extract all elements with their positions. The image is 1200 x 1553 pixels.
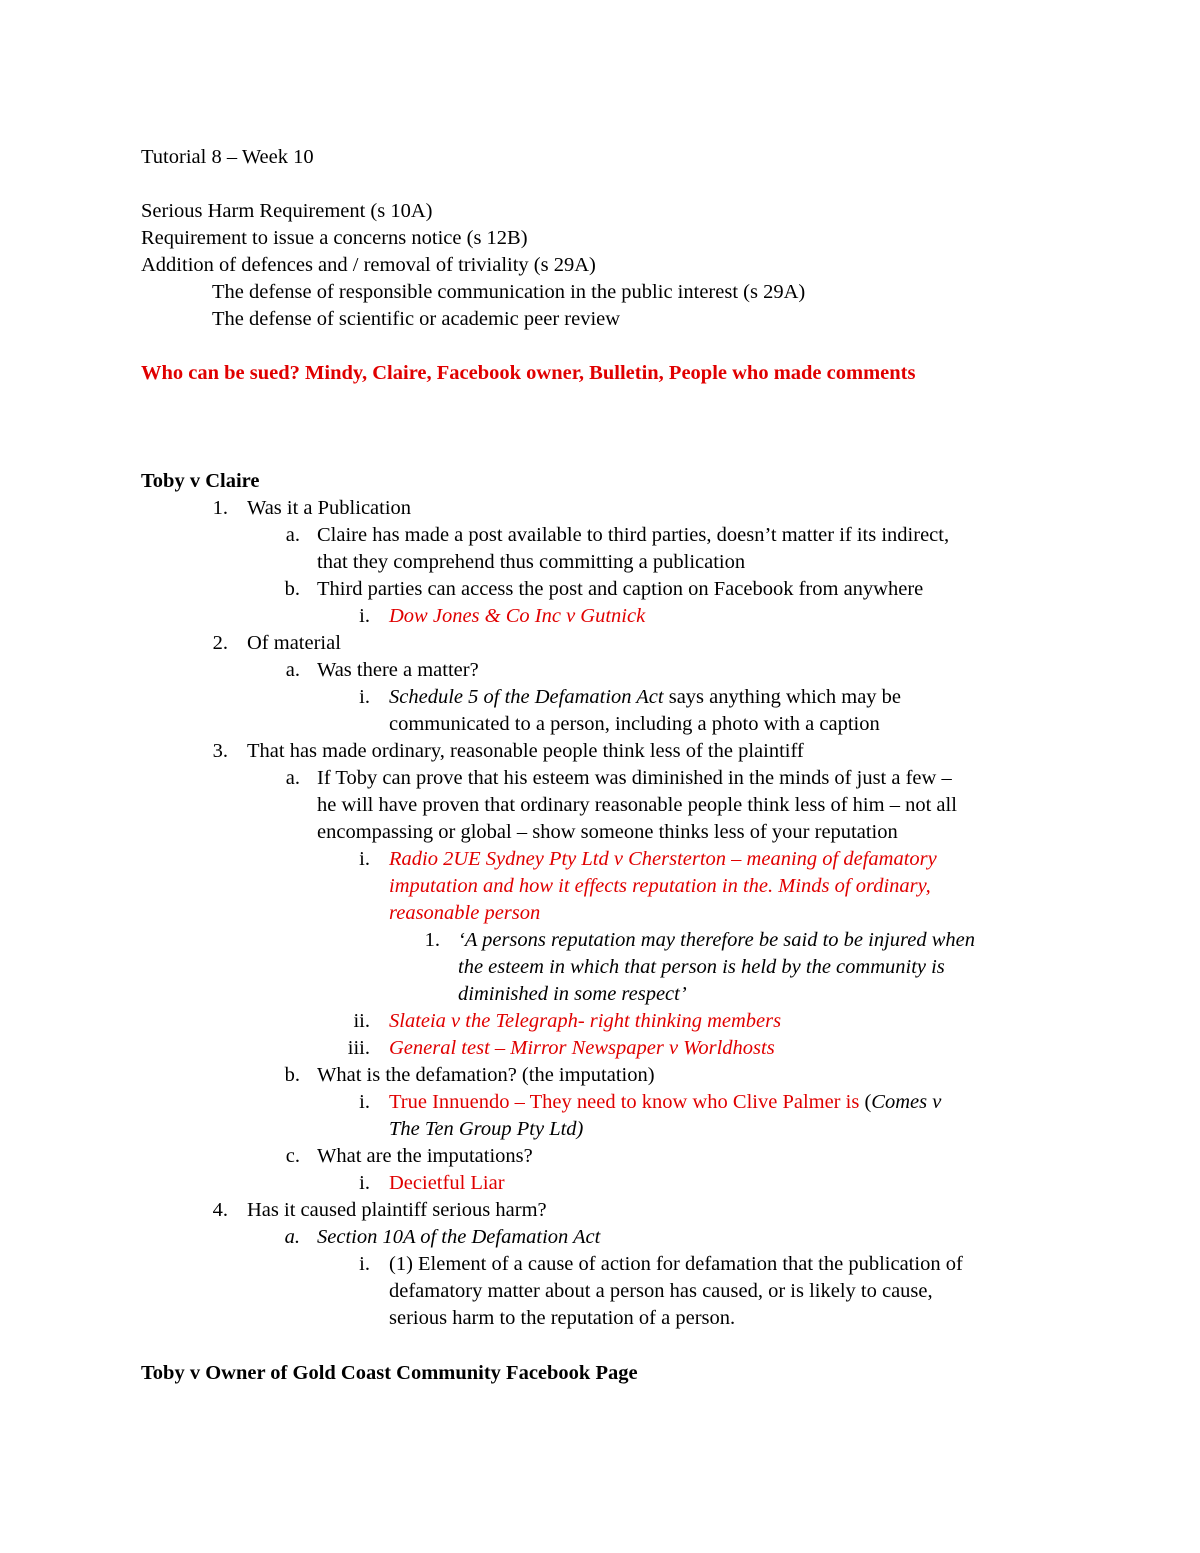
statute-reference: Section 10A of the Defamation Act: [317, 1226, 601, 1248]
list-marker: i.: [359, 1253, 370, 1275]
case-citation: Slateia v the Telegraph- right thinking members: [389, 1010, 782, 1032]
list-marker: i.: [359, 848, 370, 870]
list-item-cont: he will have proven that ordinary reasonable people think less of him – not all: [317, 794, 957, 816]
quote-cont: the esteem in which that person is held by the community is: [458, 956, 945, 978]
list-marker: iii.: [347, 1037, 370, 1059]
requirement-defences: Addition of defences and / removal of triviality (s 29A): [141, 254, 596, 276]
list-item: Third parties can access the post and caption on Facebook from anywhere: [317, 578, 924, 600]
list-marker: a.: [285, 524, 300, 546]
quote: ‘A persons reputation may therefore be said to be injured when: [458, 929, 975, 951]
list-marker: 3.: [212, 740, 228, 762]
list-item-cont: that they comprehend thus committing a publication: [317, 551, 746, 573]
list-marker: a.: [285, 659, 300, 681]
paren-open: (: [859, 1091, 872, 1113]
defence-responsible-communication: The defense of responsible communication in the public interest (s 29A): [212, 281, 806, 303]
who-can-be-sued: Who can be sued? Mindy, Claire, Facebook owner, Bulletin, People who made comments: [141, 362, 916, 384]
list-item: (1) Element of a cause of action for defamation that the publication of: [389, 1253, 963, 1275]
defence-peer-review: The defense of scientific or academic peer review: [212, 308, 621, 330]
list-item: Of material: [247, 632, 341, 654]
list-item: Was there a matter?: [317, 659, 479, 681]
list-item: Claire has made a post available to third parties, doesn’t matter if its indirect,: [317, 524, 950, 546]
case-citation-cont: The Ten Group Pty Ltd): [389, 1118, 584, 1140]
list-item: That has made ordinary, reasonable people think less of the plaintiff: [247, 740, 804, 762]
innuendo-text: True Innuendo – They need to know who Clive Palmer is: [389, 1091, 860, 1113]
list-item-cont: communicated to a person, including a photo with a caption: [389, 713, 880, 735]
list-marker: a.: [285, 767, 300, 789]
case-citation: Radio 2UE Sydney Pty Ltd v Chersterton – meaning of defamatory: [389, 848, 937, 870]
section-heading-toby-v-owner: Toby v Owner of Gold Coast Community Facebook Page: [141, 1362, 638, 1384]
list-marker: 1.: [424, 929, 440, 951]
list-marker: b.: [284, 1064, 300, 1086]
list-marker: 1.: [212, 497, 228, 519]
list-item-text: says anything which may be: [663, 686, 902, 708]
list-item: Was it a Publication: [247, 497, 412, 519]
section-heading-toby-v-claire: Toby v Claire: [141, 470, 260, 492]
list-marker: i.: [359, 605, 370, 627]
list-item-cont: encompassing or global – show someone thinks less of your reputation: [317, 821, 898, 843]
requirement-serious-harm: Serious Harm Requirement (s 10A): [141, 200, 433, 222]
statute-reference: Schedule 5 of the Defamation Act: [389, 686, 664, 708]
case-citation-cont: imputation and how it effects reputation in the. Minds of ordinary,: [389, 875, 931, 897]
list-marker: 4.: [212, 1199, 228, 1221]
case-citation: General test – Mirror Newspaper v Worldhosts: [389, 1037, 775, 1059]
list-item: If Toby can prove that his esteem was diminished in the minds of just a few –: [317, 767, 952, 789]
case-citation-cont: reasonable person: [389, 902, 541, 924]
case-citation: Dow Jones & Co Inc v Gutnick: [389, 605, 646, 627]
list-marker: i.: [359, 686, 370, 708]
list-item: What is the defamation? (the imputation): [317, 1064, 655, 1086]
list-item: What are the imputations?: [317, 1145, 533, 1167]
list-marker: i.: [359, 1172, 370, 1194]
list-marker: ii.: [353, 1010, 370, 1032]
list-item: [389, 1089, 941, 1116]
imputation-text: Decietful Liar: [389, 1172, 505, 1194]
list-marker: i.: [359, 1091, 370, 1113]
doc-title: Tutorial 8 – Week 10: [141, 146, 314, 168]
case-citation: Comes v: [871, 1091, 942, 1113]
requirement-concerns-notice: Requirement to issue a concerns notice (s 12B): [141, 227, 528, 249]
quote-cont: diminished in some respect’: [458, 983, 687, 1005]
list-item: Has it caused plaintiff serious harm?: [247, 1199, 547, 1221]
list-marker: c.: [285, 1145, 300, 1167]
list-marker: b.: [284, 578, 300, 600]
list-item-cont: defamatory matter about a person has caused, or is likely to cause,: [389, 1280, 933, 1302]
list-marker: a.: [284, 1226, 300, 1248]
list-item: [389, 684, 901, 711]
list-marker: 2.: [212, 632, 228, 654]
list-item-cont: serious harm to the reputation of a person.: [389, 1307, 736, 1329]
